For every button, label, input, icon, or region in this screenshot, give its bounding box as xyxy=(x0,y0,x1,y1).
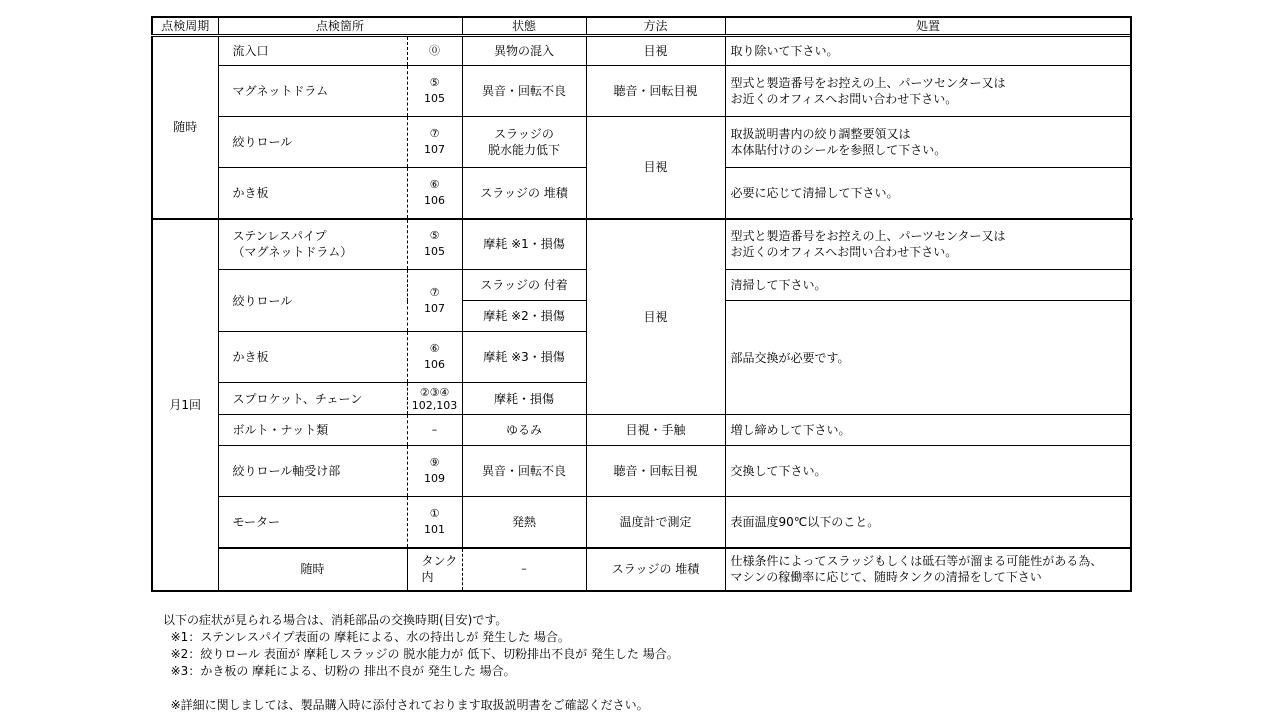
method-cell: 目視・手触 xyxy=(586,415,725,446)
method-cell: 目視 xyxy=(586,117,725,219)
ref-cell: – xyxy=(462,548,586,591)
page-number: 105 xyxy=(424,245,445,259)
period-cell: 随時 xyxy=(152,36,218,219)
action-line: 本体貼付けのシールを参照して下さい。 xyxy=(730,143,947,157)
method-cell: 目視 xyxy=(586,36,725,66)
ref-cell xyxy=(407,219,462,270)
ref-cell xyxy=(407,497,462,548)
header-action: 処置 xyxy=(725,17,1131,36)
condition-cell: スラッジの 堆積 xyxy=(586,548,725,591)
table-row xyxy=(152,219,1131,270)
note-detail: ※詳細に関しましては、製品購入時に添付されております取扱説明書をご確認ください。 xyxy=(163,698,649,712)
page-number: 105 xyxy=(424,92,445,105)
page-number: 106 xyxy=(424,193,445,207)
table-header-row xyxy=(152,17,1131,36)
ref-cell xyxy=(407,446,462,497)
period-cell: 月1回 xyxy=(152,219,218,591)
page-number: 106 xyxy=(424,358,445,371)
ref-number: ① xyxy=(429,506,440,520)
part-cell: 絞りロール xyxy=(218,270,407,332)
action-line: お近くのオフィスへお問い合わせ下さい。 xyxy=(730,92,958,106)
method-cell: 温度計で測定 xyxy=(586,497,725,548)
page-number: 107 xyxy=(424,301,445,315)
condition-cell: 摩耗・損傷 xyxy=(462,383,586,415)
notes-block xyxy=(163,612,679,714)
ref-number: ⑦ xyxy=(429,285,440,299)
page-number: 109 xyxy=(424,472,445,485)
part-cell xyxy=(218,219,407,270)
condition-cell: 摩耗 ※1・損傷 xyxy=(462,219,586,270)
action-cell xyxy=(725,548,1131,591)
ref-cell: – xyxy=(407,415,462,446)
part-cell: タンク内 xyxy=(407,548,462,591)
condition-line: スラッジの xyxy=(494,127,554,141)
method-cell: 目視 xyxy=(586,219,725,415)
action-cell xyxy=(725,66,1131,117)
note-item: ※2：絞りロール 表面が 摩耗しスラッジの 脱水能力が 低下、切粉排出不良が 発生した 場合。 xyxy=(163,647,679,661)
action-cell: 取り除いて下さい。 xyxy=(725,36,1131,66)
part-cell: モーター xyxy=(218,497,407,548)
action-cell: 表面温度90℃以下のこと。 xyxy=(725,497,1131,548)
method-cell: 聴音・回転目視 xyxy=(586,446,725,497)
note-intro: 以下の症状が見られる場合は、消耗部品の交換時期(目安)です。 xyxy=(163,613,508,627)
ref-cell xyxy=(407,117,462,168)
condition-cell: 異物の混入 xyxy=(462,36,586,66)
ref-number: ⑥ xyxy=(429,177,440,191)
part-line: （マグネットドラム） xyxy=(232,245,353,260)
action-cell: 増し締めして下さい。 xyxy=(725,415,1131,446)
ref-cell xyxy=(407,270,462,332)
action-cell: 交換して下さい。 xyxy=(725,446,1131,497)
part-cell: マグネットドラム xyxy=(218,66,407,117)
action-line: 型式と製造番号をお控えの上、パーツセンター又は xyxy=(730,229,1006,244)
header-location: 点検箇所 xyxy=(218,17,462,36)
part-cell: スプロケット、チェーン xyxy=(218,383,407,415)
header-method: 方法 xyxy=(586,17,725,36)
action-cell: 清掃して下さい。 xyxy=(725,270,1131,301)
condition-cell: スラッジの 付着 xyxy=(462,270,586,301)
part-cell: 絞りロール軸受け部 xyxy=(218,446,407,497)
header-period: 点検周期 xyxy=(152,17,218,36)
period-cell: 随時 xyxy=(218,548,407,591)
part-cell: かき板 xyxy=(218,168,407,219)
table-row xyxy=(152,446,1131,497)
table-row xyxy=(152,36,1131,66)
ref-number: ②③④ xyxy=(419,385,450,399)
action-line: 型式と製造番号をお控えの上、パーツセンター又は xyxy=(730,76,1006,90)
method-cell: 聴音・回転目視 xyxy=(586,66,725,117)
part-line: ステンレスパイプ xyxy=(232,229,327,244)
ref-cell xyxy=(407,383,462,415)
action-line: 取扱説明書内の絞り調整要領又は xyxy=(730,127,911,141)
ref-number: ⑥ xyxy=(429,342,440,355)
ref-cell xyxy=(407,168,462,219)
action-cell xyxy=(725,219,1131,270)
table-row xyxy=(152,415,1131,446)
condition-line: 脱水能力低下 xyxy=(488,143,561,157)
table-row xyxy=(152,117,1131,168)
part-cell: かき板 xyxy=(218,332,407,383)
ref-cell xyxy=(407,332,462,383)
page-number: 101 xyxy=(424,522,445,536)
ref-number: ⑦ xyxy=(429,127,440,140)
ref-cell xyxy=(407,36,462,66)
note-item: ※1：ステンレスパイプ表面の 摩耗による、水の持出しが 発生した 場合。 xyxy=(163,630,570,644)
action-line: お近くのオフィスへお問い合わせ下さい。 xyxy=(730,245,958,260)
action-line: 仕様条件によってスラッジもしくは砥石等が溜まる可能性がある為、 xyxy=(730,554,1103,568)
action-cell: 部品交換が必要です。 xyxy=(725,301,1131,415)
table-row xyxy=(152,497,1131,548)
part-cell: 絞りロール xyxy=(218,117,407,168)
page-number: 107 xyxy=(424,143,445,156)
condition-cell xyxy=(462,117,586,168)
condition-cell: 異音・回転不良 xyxy=(462,446,586,497)
header-condition: 状態 xyxy=(462,17,586,36)
condition-cell: ゆるみ xyxy=(462,415,586,446)
page-number: 102,103 xyxy=(411,398,458,412)
condition-cell: 発熱 xyxy=(462,497,586,548)
ref-number: ⑤ xyxy=(429,76,440,89)
part-cell: ボルト・ナット類 xyxy=(218,415,407,446)
ref-number: ⑨ xyxy=(429,456,440,469)
part-cell: 流入口 xyxy=(218,36,407,66)
ref-number: ⑤ xyxy=(429,229,440,243)
condition-cell: 摩耗 ※3・損傷 xyxy=(462,332,586,383)
table-row xyxy=(152,66,1131,117)
table-row xyxy=(152,548,1131,591)
ref-cell xyxy=(407,66,462,117)
condition-cell: 異音・回転不良 xyxy=(462,66,586,117)
action-cell: 必要に応じて清掃して下さい。 xyxy=(725,168,1131,219)
ref-number: ⓪ xyxy=(429,44,440,57)
condition-cell: 摩耗 ※2・損傷 xyxy=(462,301,586,332)
condition-cell: スラッジの 堆積 xyxy=(462,168,586,219)
inspection-table xyxy=(151,16,1132,592)
note-item: ※3：かき板の 摩耗による、切粉の 排出不良が 発生した 場合。 xyxy=(163,664,516,678)
action-cell xyxy=(725,117,1131,168)
action-line: マシンの稼働率に応じて、随時タンクの清掃をして下さい xyxy=(730,570,1042,584)
note-spacer xyxy=(163,680,679,697)
